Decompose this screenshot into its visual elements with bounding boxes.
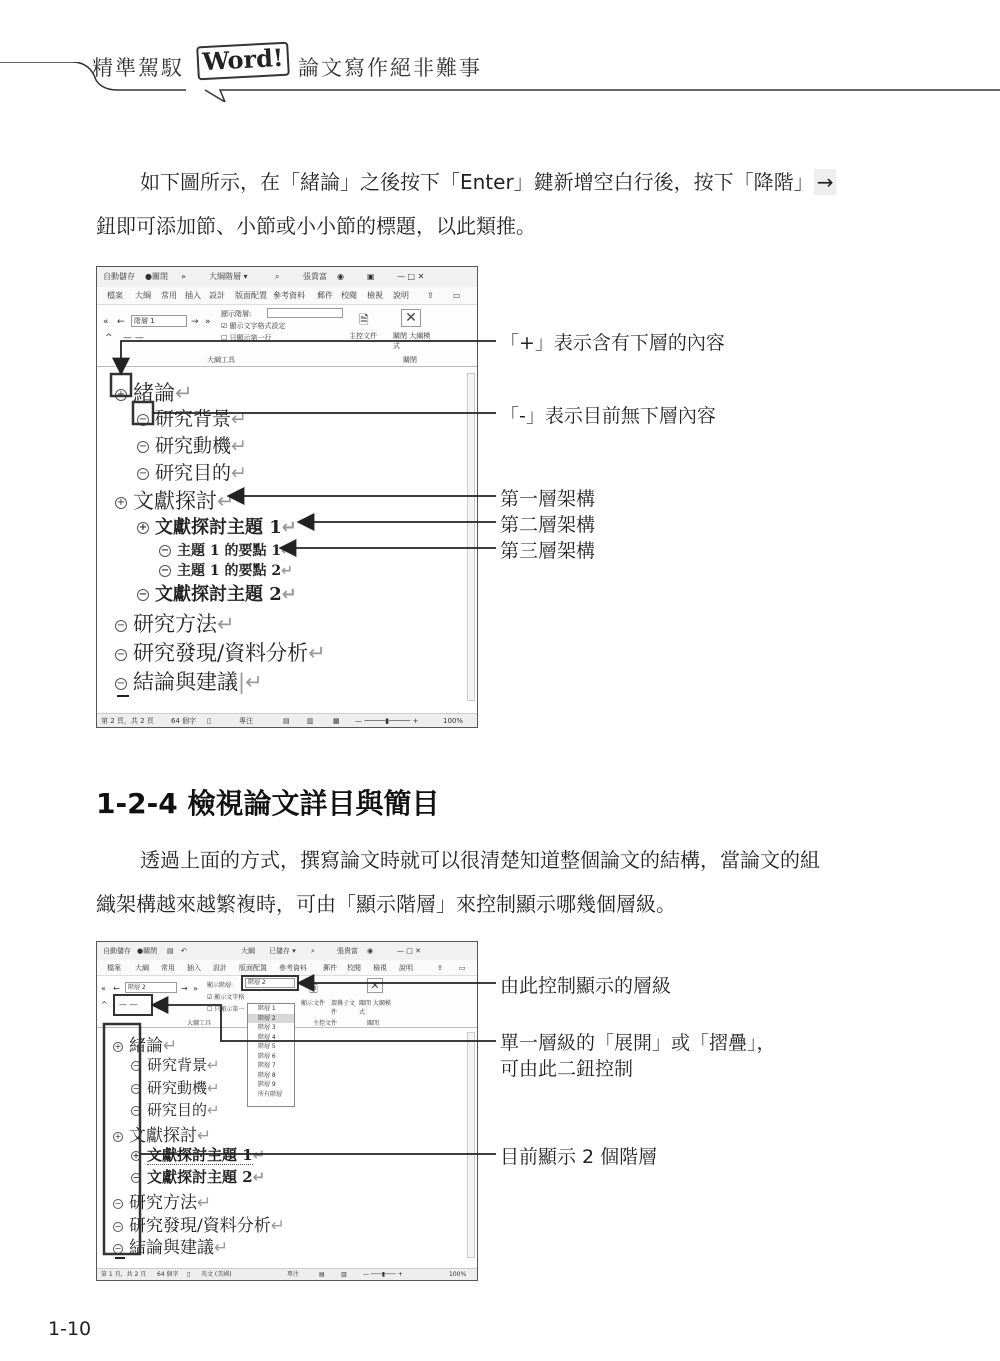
book-subtitle: 論文寫作絕非難事 (298, 56, 482, 80)
tab-help[interactable]: 說明 (393, 291, 409, 300)
word-count[interactable]: 64 個字 (171, 717, 197, 725)
tab-outline[interactable]: 大綱 (135, 287, 151, 307)
window-controls[interactable]: — □ ✕ (397, 947, 421, 955)
close-outline-button[interactable]: 關閉 大綱模式 (359, 1000, 391, 1016)
tab-references[interactable]: 參考資料 (273, 291, 305, 300)
promote-icon[interactable]: ← (113, 984, 120, 993)
collapse-expand-buttons[interactable]: — — (123, 333, 144, 343)
show-document-icon[interactable]: 🗎 (359, 313, 369, 327)
show-level-select[interactable]: 階層 2 (245, 978, 295, 988)
dropdown-option[interactable]: 階層 3 (258, 1024, 276, 1031)
show-level-label: 顯示階層: (221, 310, 252, 318)
no-children-minus-icon[interactable]: − (114, 1243, 122, 1253)
no-children-minus-icon[interactable]: − (132, 1061, 140, 1070)
close-outline-icon[interactable]: ✕ (367, 978, 383, 993)
dropdown-option-selected[interactable]: 階層 2 (248, 1014, 294, 1024)
focus-mode[interactable]: 專注 (287, 1271, 300, 1278)
promote-icon[interactable]: ← (117, 317, 125, 327)
book-title: 精準駕馭 (92, 56, 184, 80)
print-layout-icon[interactable]: ▤ (283, 717, 290, 725)
outline-item[interactable]: − 文獻探討主題 2↵ (138, 584, 297, 605)
close-outline-icon[interactable]: ✕ (401, 309, 421, 327)
user-name: 張貴富 (337, 947, 358, 955)
outline-item[interactable]: − 研究動機↵ (138, 435, 247, 457)
demote-icon[interactable]: → (191, 317, 199, 327)
search-icon[interactable]: ⌕ (275, 272, 280, 281)
document-name[interactable]: 大綱階層 ▾ (209, 272, 248, 281)
group-master-document: 主控文件 (313, 1020, 338, 1027)
search-icon[interactable]: ⌕ (311, 947, 315, 955)
outline-item[interactable]: + 文獻探討主題 1↵ (132, 1146, 266, 1164)
avatar[interactable]: ◉ (337, 272, 344, 281)
outline-item[interactable]: − 研究目的↵ (132, 1101, 220, 1119)
expand-plus-icon[interactable]: + (138, 522, 148, 533)
outline-item[interactable]: − 研究動機↵ (132, 1079, 220, 1097)
outline-item[interactable]: − 研究方法↵ (114, 1193, 212, 1213)
tab-view[interactable]: 檢視 (367, 291, 383, 300)
no-children-minus-icon[interactable]: − (132, 1106, 140, 1115)
tab-view[interactable]: 檢視 (373, 964, 387, 972)
window-controls[interactable]: — □ ✕ (397, 272, 425, 281)
expand-plus-icon[interactable]: + (114, 1041, 122, 1051)
tab-file[interactable]: 檔案 (107, 964, 121, 972)
tab-home[interactable]: 常用 (161, 964, 175, 972)
promote-to-heading1-icon[interactable]: « (103, 317, 109, 327)
no-children-minus-icon[interactable]: − (114, 1198, 122, 1208)
callout-level2: 第二層架構 (500, 514, 596, 536)
comments-icon[interactable]: ▭ (453, 291, 461, 300)
callout-plus: 「+」表示含有下層的內容 (500, 332, 725, 354)
outline-item[interactable]: + 緒論↵ (114, 1036, 178, 1056)
dropdown-option[interactable]: 階層 5 (258, 1043, 276, 1050)
dropdown-option[interactable]: 階層 9 (258, 1081, 276, 1088)
show-document-button[interactable]: 主控文件 (349, 332, 377, 340)
page-count[interactable]: 第 2 頁，共 2 頁 (101, 717, 154, 725)
word-count[interactable]: 64 個字 (157, 1271, 179, 1278)
outline-item[interactable]: + 文獻探討↵ (116, 489, 235, 513)
callout-levels: 由此控制顯示的層級 (500, 975, 672, 997)
group-close: 關閉 (403, 356, 417, 364)
no-children-minus-icon[interactable]: − (138, 468, 148, 479)
callout-current-levels: 目前顯示 2 個階層 (500, 1146, 658, 1168)
dropdown-option[interactable]: 階層 8 (258, 1071, 276, 1079)
web-layout-icon[interactable]: ▥ (341, 1271, 347, 1278)
section-heading: 1-2-4 檢視論文詳目與簡目 (96, 787, 440, 820)
outline-level-select[interactable]: 階層 2 (125, 982, 177, 993)
show-document-button[interactable]: 顯示文件 (301, 1000, 326, 1007)
intro-line-2: 鈕即可添加節、小節或小小節的標題，以此類推。 (96, 214, 536, 238)
callout-level3: 第三層架構 (500, 540, 596, 562)
outline-level-select[interactable]: 階層 1 (131, 315, 187, 327)
tab-insert[interactable]: 插入 (187, 964, 201, 972)
outline-item[interactable]: − 研究背景↵ (132, 1056, 220, 1074)
outline-item[interactable]: + 文獻探討↵ (114, 1126, 212, 1146)
tab-references[interactable]: 參考資料 (279, 964, 307, 972)
tab-design[interactable]: 設計 (209, 291, 225, 300)
language[interactable]: 英文 (美國) (201, 1271, 232, 1278)
ribbon-display-icon[interactable]: ▣ (367, 272, 375, 281)
autosave-label: 自動儲存 (103, 947, 131, 955)
autosave-toggle[interactable]: ●關閉 (145, 272, 168, 281)
tab-mailings[interactable]: 郵件 (323, 964, 337, 972)
group-outline-tools: 大綱工具 (207, 356, 235, 364)
demote-to-body-icon[interactable]: » (205, 317, 211, 327)
outline-item[interactable]: − 研究背景↵ (138, 408, 247, 430)
expand-plus-icon[interactable]: + (116, 388, 126, 400)
show-formatting-checkbox[interactable]: ☑ 顯示文字格 (207, 994, 245, 1001)
intro-line-1: 如下圖所示，在「緒論」之後按下「Enter」鍵新增空白行後，按下「降階」 (140, 170, 814, 194)
group-outline-tools: 大綱工具 (187, 1020, 212, 1027)
outline-item[interactable]: + 緒論↵ (116, 381, 193, 405)
outline-item[interactable]: − 研究方法↵ (116, 612, 235, 636)
demote-icon[interactable]: → (181, 984, 188, 993)
dropdown-option[interactable]: 階層 6 (258, 1052, 276, 1060)
tab-insert[interactable]: 插入 (185, 291, 201, 300)
tab-file[interactable]: 檔案 (107, 291, 123, 300)
share-icon[interactable]: ⇪ (427, 291, 434, 300)
tab-review[interactable]: 校閱 (341, 291, 357, 300)
outline-item[interactable]: − 研究目的↵ (138, 462, 247, 484)
collapse-subdocs-button[interactable]: 摺疊子文件 (331, 1000, 356, 1016)
callout-level1: 第一層架構 (500, 488, 596, 510)
no-children-minus-icon[interactable]: − (132, 1173, 140, 1182)
expand-plus-icon[interactable]: + (132, 1151, 140, 1160)
move-up-icon[interactable]: ^ (101, 1000, 108, 1009)
demote-arrow-icon: → (814, 169, 837, 195)
outline-item[interactable]: − 結論與建議|↵ (116, 670, 263, 694)
show-level-label: 顯示階層: (207, 982, 234, 989)
dropdown-option[interactable]: 所有階層 (258, 1090, 283, 1098)
outline-item[interactable]: + 文獻探討主題 1↵ (138, 517, 297, 538)
dropdown-option[interactable]: 階層 7 (258, 1062, 276, 1069)
no-children-minus-icon[interactable]: − (138, 441, 148, 452)
outline-item[interactable]: − 主題 1 的要點 2↵ (160, 563, 293, 579)
callout-minus: 「-」表示目前無下層內容 (500, 405, 716, 427)
promote-to-heading1-icon[interactable]: « (101, 984, 106, 993)
show-document-icon[interactable]: 🗎 (309, 982, 318, 995)
tab-outline[interactable]: 大綱 (135, 960, 149, 978)
read-mode-icon[interactable]: ▯ (207, 717, 211, 725)
tab-layout[interactable]: 版面配置 (235, 291, 267, 300)
body-line-2: 織架構越來越繁複時，可由「顯示階層」來控制顯示哪幾個層級。 (96, 892, 676, 916)
zoom-level[interactable]: 100% (449, 1271, 467, 1278)
expand-plus-icon[interactable]: + (114, 1131, 122, 1141)
zoom-slider[interactable]: — ─────▮───── + (355, 717, 419, 725)
no-children-minus-icon[interactable]: − (116, 648, 126, 660)
callout-expand: 單一層級的「展開」或「摺疊」， (500, 1032, 776, 1054)
word-badge-logo: Word! (196, 42, 290, 81)
outline-item[interactable]: − 文獻探討主題 2↵ (132, 1168, 266, 1186)
collapse-expand-buttons[interactable]: — — (119, 1000, 138, 1009)
no-children-minus-icon[interactable]: − (138, 589, 148, 600)
save-status[interactable]: 已儲存 ▾ (269, 947, 296, 955)
first-line-only-checkbox[interactable]: ☐ 只顯示第一行 (221, 334, 272, 342)
autosave-toggle[interactable]: ●關閉 (137, 947, 158, 955)
no-children-minus-icon[interactable]: − (160, 565, 170, 576)
move-up-icon[interactable]: ^ (105, 333, 113, 343)
tab-design[interactable]: 設計 (213, 964, 227, 972)
tab-mailings[interactable]: 郵件 (317, 291, 333, 300)
user-name: 張貴富 (303, 272, 327, 281)
save-icon[interactable]: ▤ (167, 947, 174, 955)
print-layout-icon[interactable]: ▤ (319, 1271, 325, 1278)
outline-item[interactable]: − 結論與建議↵ (114, 1238, 229, 1258)
tab-home[interactable]: 常用 (161, 291, 177, 300)
undo-icon[interactable]: ↶ (181, 947, 187, 955)
web-layout-icon[interactable]: ▥ (307, 717, 314, 725)
demote-to-body-icon[interactable]: » (193, 984, 198, 993)
outline-view-icon[interactable]: ▦ (333, 717, 340, 725)
show-formatting-checkbox[interactable]: ☑ 顯示文字格式設定 (221, 322, 286, 330)
dropdown-option[interactable]: 階層 4 (258, 1033, 276, 1041)
first-line-only-checkbox[interactable]: ☐ 只顯示第一 (207, 1006, 245, 1013)
focus-mode[interactable]: 專注 (239, 717, 253, 725)
no-children-minus-icon[interactable]: − (114, 1221, 122, 1231)
zoom-slider[interactable]: — ───▮─── + (363, 1271, 403, 1278)
document-name: 大綱 (241, 947, 255, 955)
no-children-minus-icon[interactable]: − (138, 414, 148, 425)
more-commands-icon[interactable]: » (181, 272, 186, 281)
autosave-label: 自動儲存 (103, 272, 135, 281)
callout-expand-2: 可由此二鈕控制 (500, 1058, 634, 1080)
tab-help[interactable]: 說明 (399, 964, 413, 972)
no-children-minus-icon[interactable]: − (160, 545, 170, 556)
group-close: 關閉 (367, 1020, 380, 1027)
no-children-minus-icon[interactable]: − (132, 1084, 140, 1093)
share-icon[interactable]: ⇪ (437, 964, 443, 972)
body-line-1: 透過上面的方式，撰寫論文時就可以很清楚知道整個論文的結構，當論文的組 (140, 848, 820, 872)
tab-review[interactable]: 校閱 (347, 964, 361, 972)
read-mode-icon[interactable]: ▯ (187, 1271, 191, 1278)
expand-plus-icon[interactable]: + (116, 496, 126, 508)
close-outline-button[interactable]: 關閉 大綱模式 (393, 332, 431, 350)
outline-item[interactable]: − 研究發現/資料分析↵ (114, 1216, 285, 1236)
dropdown-option[interactable]: 階層 1 (258, 1005, 276, 1012)
no-children-minus-icon[interactable]: − (116, 619, 126, 631)
page-count[interactable]: 第 1 頁，共 2 頁 (101, 1271, 147, 1278)
outline-item[interactable]: − 研究發現/資料分析↵ (116, 641, 326, 665)
no-children-minus-icon[interactable]: − (116, 677, 126, 689)
outline-item[interactable]: − 主題 1 的要點 1↵ (160, 543, 293, 559)
tab-layout[interactable]: 版面配置 (239, 964, 267, 972)
zoom-level[interactable]: 100% (443, 717, 464, 725)
comments-icon[interactable]: ▭ (459, 964, 466, 972)
page-number: 1-10 (48, 1318, 92, 1340)
avatar[interactable]: ◉ (367, 947, 374, 955)
